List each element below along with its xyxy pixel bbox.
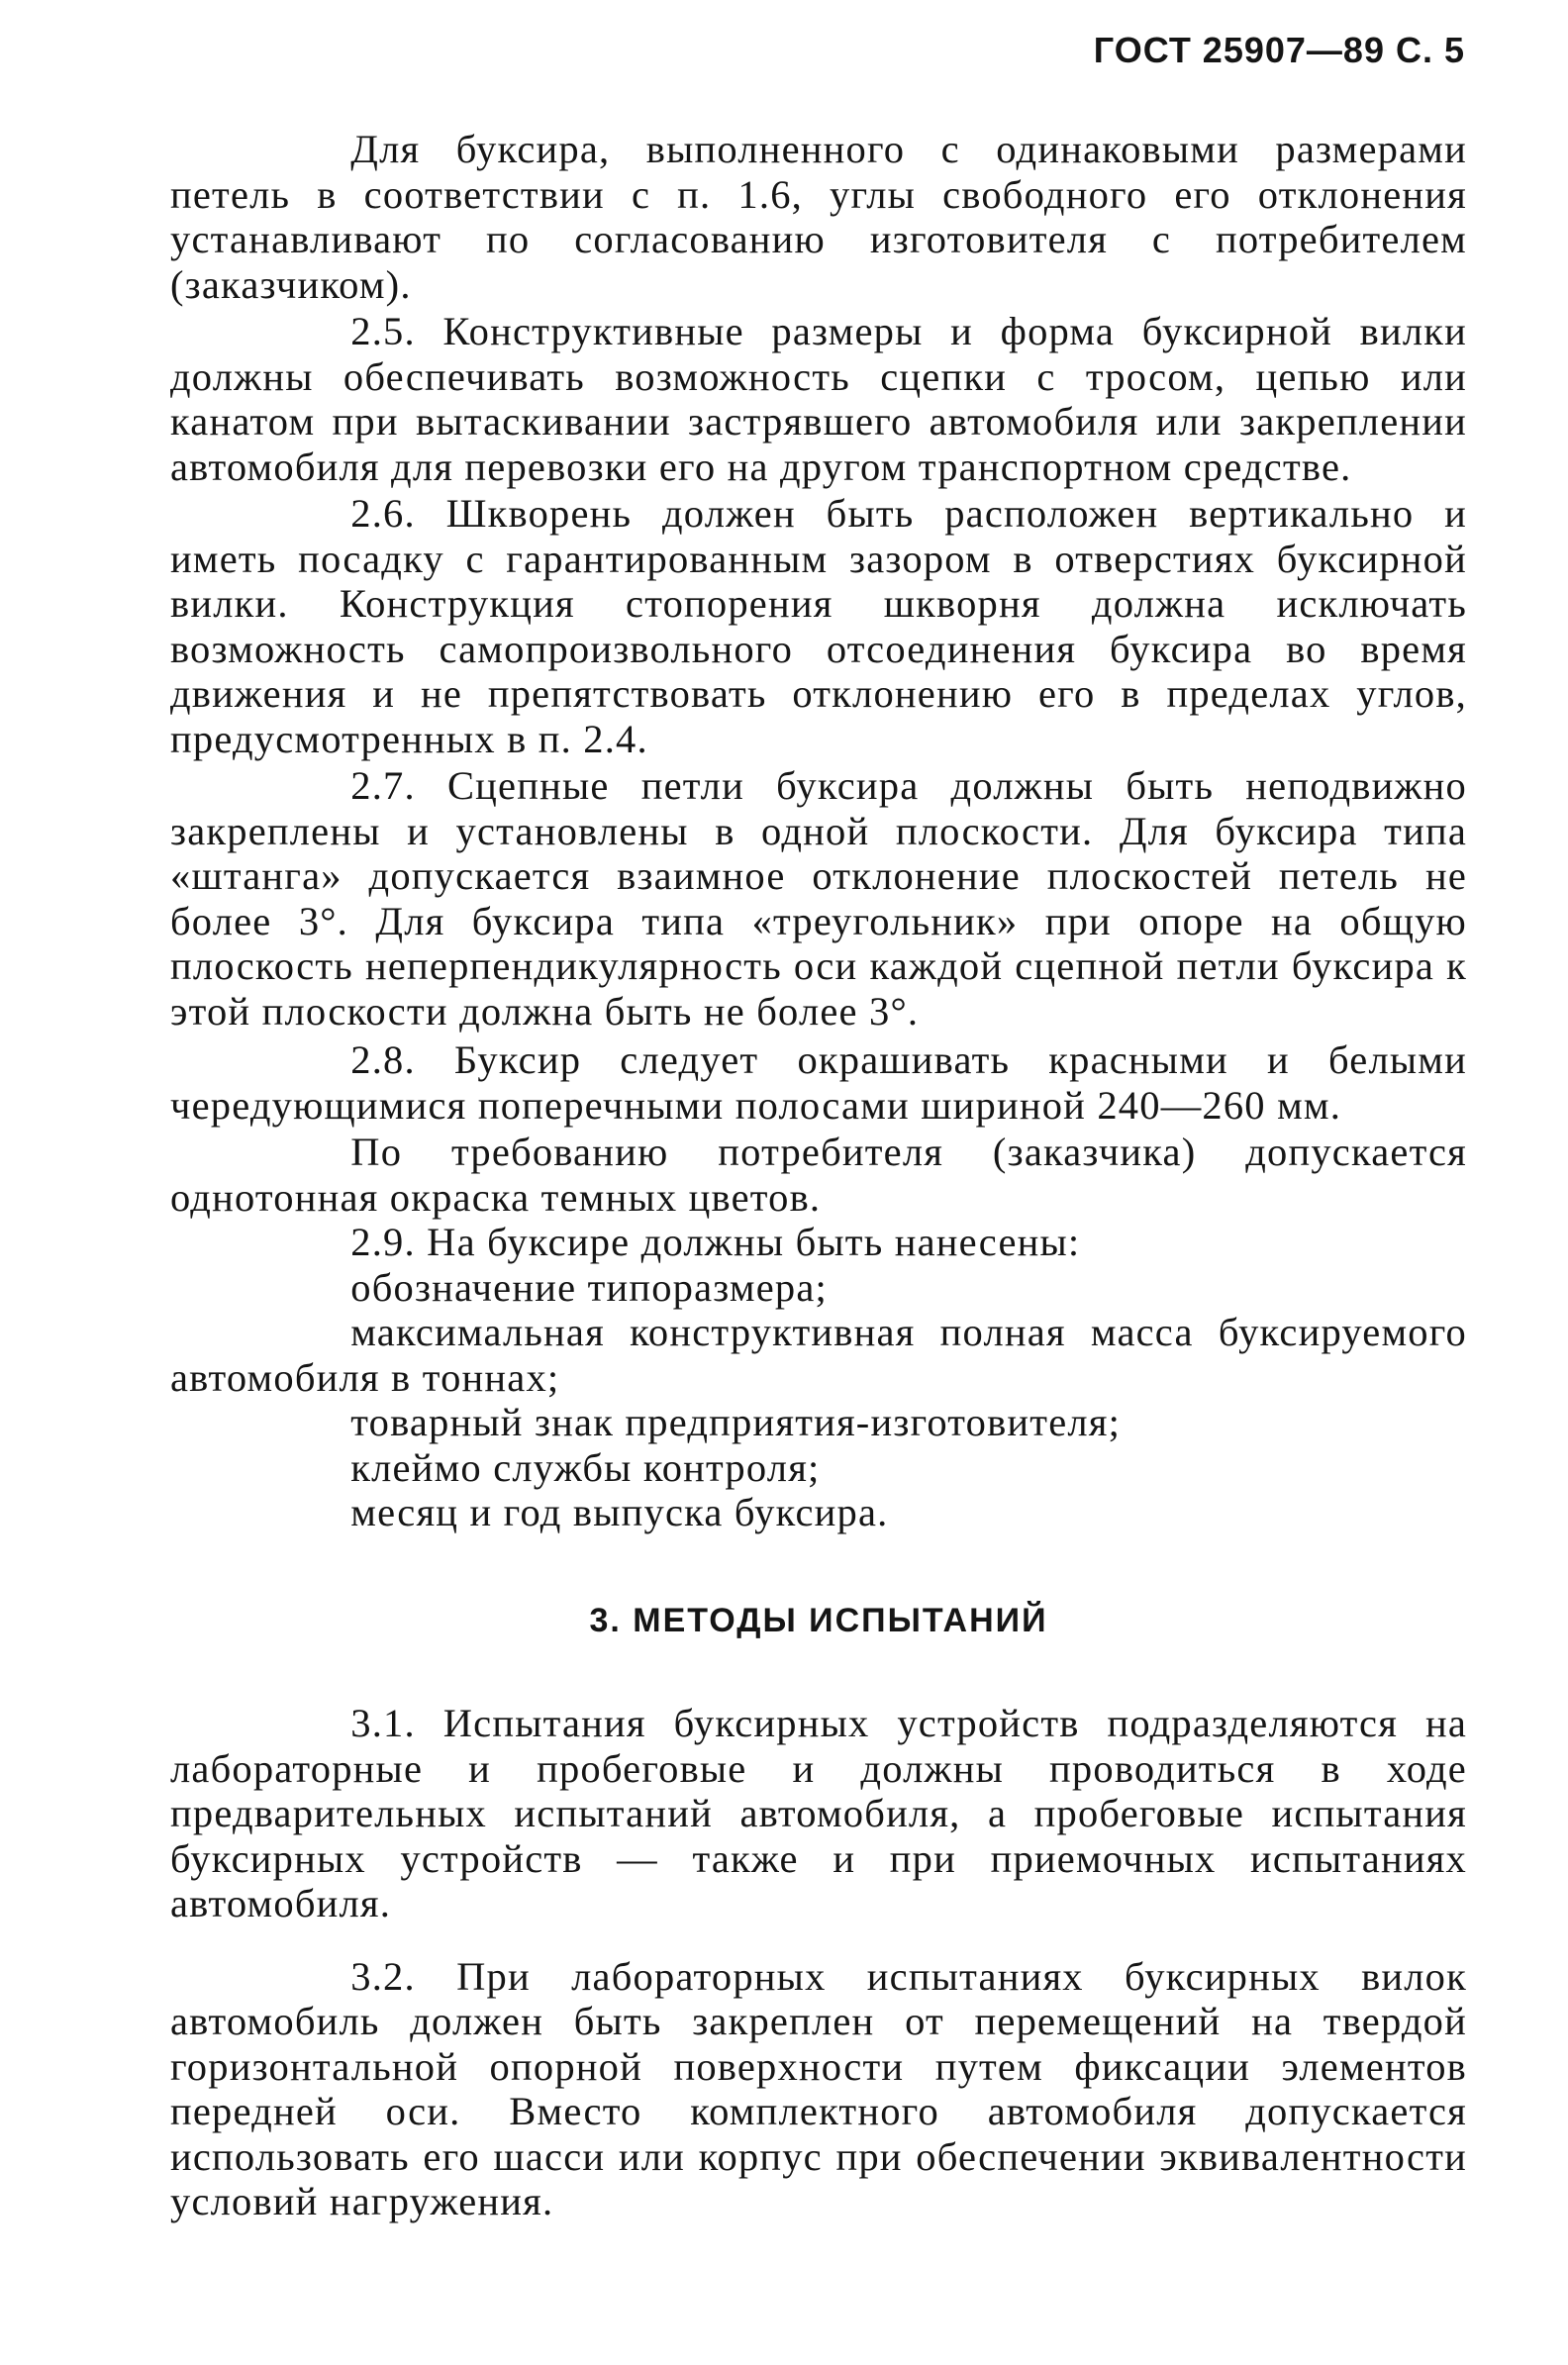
paragraph-3-2: 3.2. При лабораторных испытаниях буксирных вилок автомобиль должен быть закреплен от перемещений на твердой горизонтальной опорной поверхности путем фиксации элементов передней оси. Вместо комплектного автомобиля допускается использовать его шасси или корпус при обеспечении эквивалентности условий нагружения. xyxy=(170,1953,1467,2223)
paragraph-2-8: 2.8. Буксир следует окрашивать красными и белыми чередующимися поперечными полосами шириной 240—260 мм. xyxy=(170,1037,1467,1128)
list-item: месяц и год выпуска буксира. xyxy=(350,1490,889,1534)
paragraph-2-8-color: По требованию потребителя (заказчика) допускается однотонная окраска темных цветов. xyxy=(170,1130,1467,1220)
section-heading: 3. МЕТОДЫ ИСПЫТАНИЙ xyxy=(589,1601,1048,1639)
list-item: обозначение типоразмера; xyxy=(350,1264,829,1310)
list-item: товарный знак предприятия-изготовителя; xyxy=(350,1400,1122,1444)
marking-list xyxy=(170,1265,1467,1535)
paragraph-2-7: 2.7. Сцепные петли буксира должны быть неподвижно закреплены и установлены в одной плоскости. Для буксира типа «штанга» допускается взаимное отклонение плоскостей петель не более 3°. Для буксира типа «треугольник» при опоре на общую плоскость неперпендикулярность оси каждой сцепной петли буксира к этой плоскости должна быть не более 3°. xyxy=(170,763,1467,1034)
paragraph-towbar-angles: Для буксира, выполненного с одинаковыми размерами петель в соответствии с п. 1.6, углы свободного его отклонения устанавливают по согласованию изготовителя с потребителем (заказчиком). xyxy=(170,127,1467,307)
paragraph-2-9: 2.9. На буксире должны быть нанесены: xyxy=(350,1220,1081,1264)
page-header: ГОСТ 25907—89 С. 5 xyxy=(1093,30,1465,70)
paragraph-3-1: 3.1. Испытания буксирных устройств подразделяются на лабораторные и пробеговые и должны проводиться в ходе предварительных испытаний автомобиля, а пробеговые испытания буксирных устройств — также и при приемочных испытаниях автомобиля. xyxy=(170,1701,1467,1925)
paragraph-2-6: 2.6. Шкворень должен быть расположен вертикально и иметь посадку с гарантированным зазором в отверстиях буксирной вилки. Конструкция стопорения шкворня должна исключать возможность самопроизвольного отсоединения буксира во время движения и не препятствовать отклонению его в пределах углов, предусмотренных в п. 2.4. xyxy=(170,491,1467,761)
list-item: максимальная конструктивная полная масса буксируемого автомобиля в тоннах; xyxy=(170,1310,1467,1400)
list-item: клеймо службы контроля; xyxy=(350,1444,821,1490)
paragraph-2-5: 2.5. Конструктивные размеры и форма буксирной вилки должны обеспечивать возможность сцепки с тросом, цепью или канатом при вытаскивании застрявшего автомобиля или закреплении автомобиля для перевозки его на другом транспортном средстве. xyxy=(170,309,1467,489)
document-body xyxy=(170,127,1467,2224)
